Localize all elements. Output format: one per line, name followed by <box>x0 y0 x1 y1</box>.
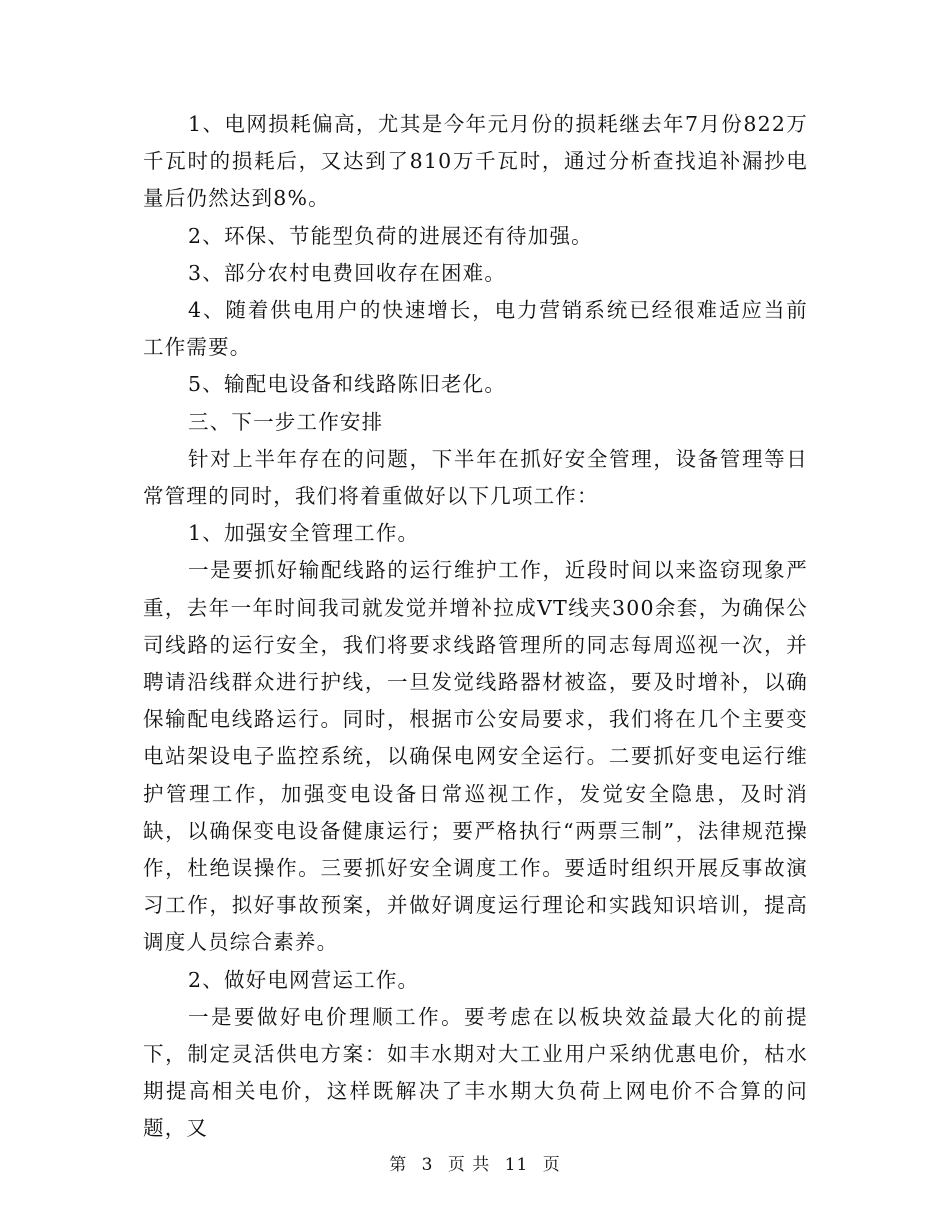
footer-middle: 页 共 <box>447 1155 491 1175</box>
paragraph-safety-details: 一是要抓好输配线路的运行维护工作，近段时间以来盗窃现象严重，去年一年时间我司就发觉并增补拉成VT线夹300余套，为确保公司线路的运行安全，我们将要求线路管理所的同志每周巡视一次，并聘请沿线群众进行护线，一旦发觉线路器材被盗，要及时增补，以确保输配电线路运行。同时，根据市公安局要求，我们将在几个主要变电站架设电子监控系统，以确保电网安全运行。二要抓好变电运行维护管理工作，加强变电设备日常巡视工作，发觉安全隐患，及时消缺，以确保变电设备健康运行；要严格执行“两票三制”，法律规范操作，杜绝误操作。三要抓好安全调度工作。要适时组织开展反事故演习工作，拟好事故预案，并做好调度运行理论和实践知识培训，提高调度人员综合素养。 <box>143 558 808 955</box>
paragraph-intro: 针对上半年存在的问题，下半年在抓好安全管理，设备管理等日常管理的同时，我们将着重做好以下几项工作： <box>143 446 808 509</box>
page-footer <box>0 1153 950 1177</box>
paragraph-problem-1: 1、电网损耗偏高，尤其是今年元月份的损耗继去年7月份822万千瓦时的损耗后，又达到了810万千瓦时，通过分析查找追补漏抄电量后仍然达到8%。 <box>143 112 808 211</box>
subheading-grid-operation: 2、做好电网营运工作。 <box>188 967 420 992</box>
paragraph-pricing-details: 一是要做好电价理顺工作。要考虑在以板块效益最大化的前提下，制定灵活供电方案：如丰水期对大工业用户采纳优惠电价，枯水期提高相关电价，这样既解决了丰水期大负荷上网电价不合算的问题，又 <box>143 1004 808 1141</box>
footer-current-page: 3 <box>421 1155 434 1175</box>
footer-suffix: 页 <box>542 1155 561 1175</box>
section-heading-next-steps: 三、下一步工作安排 <box>188 409 384 434</box>
footer-prefix: 第 <box>389 1155 408 1175</box>
paragraph-problem-4: 4、随着供电用户的快速增长，电力营销系统已经很难适应当前工作需要。 <box>143 298 808 360</box>
subheading-safety-management: 1、加强安全管理工作。 <box>188 521 420 546</box>
footer-total-pages: 11 <box>504 1155 529 1175</box>
paragraph-problem-2: 2、环保、节能型负荷的进展还有待加强。 <box>188 223 593 248</box>
document-body <box>143 106 808 1148</box>
paragraph-problem-5: 5、输配电设备和线路陈旧老化。 <box>188 372 507 397</box>
paragraph-problem-3: 3、部分农村电费回收存在困难。 <box>188 260 507 285</box>
